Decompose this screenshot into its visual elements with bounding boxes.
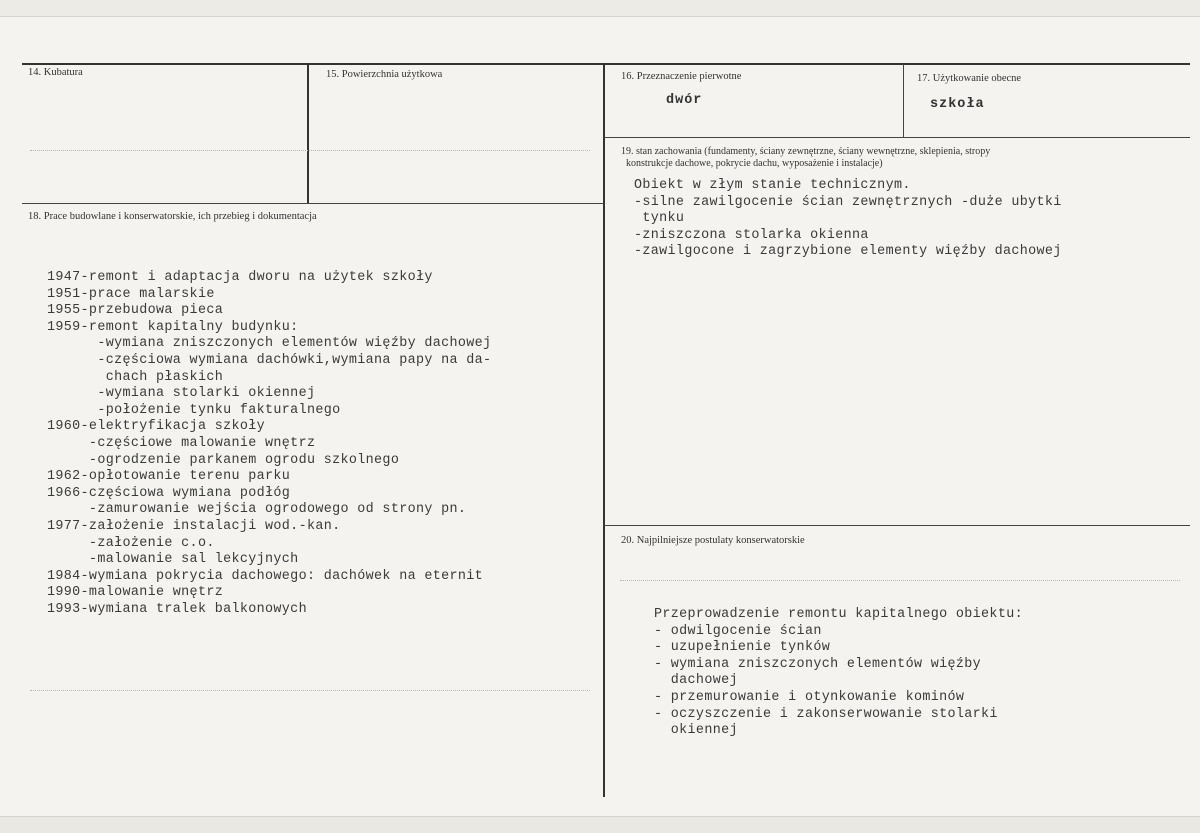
text-line: okiennej — [654, 723, 738, 739]
guide-line — [30, 690, 590, 691]
text-line: 1962-opłotowanie terenu parku — [47, 469, 291, 485]
field-16-label: 16. Przeznaczenie pierwotne — [621, 71, 742, 82]
text-line: -wymiana zniszczonych elementów więźby dachowej — [47, 336, 492, 352]
field-14-label: 14. Kubatura — [28, 67, 83, 78]
text-line: - przemurowanie i otynkowanie kominów — [654, 689, 965, 705]
text-line: 1947-remont i adaptacja dworu na użytek szkoły — [47, 270, 433, 285]
divider-14-15 — [307, 64, 309, 204]
field-18-label: 18. Prace budowlane i konserwatorskie, ich przebieg i dokumentacja — [28, 211, 317, 222]
text-line: 1960-elektryfikacja szkoły — [47, 419, 266, 435]
text-line: -silne zawilgocenie ścian zewnętrznych -duże ubytki — [634, 194, 1062, 210]
text-line: 1951-prace malarskie — [47, 286, 215, 302]
text-line: 1993-wymiana tralek balkonowych — [47, 601, 307, 617]
text-line: 1959-remont kapitalny budynku: — [47, 319, 299, 335]
rule-under-16-17 — [604, 137, 1190, 138]
text-line: 1984-wymiana pokrycia dachowego: dachówek na eternit — [47, 568, 484, 584]
sheet-bottom-edge — [0, 816, 1200, 833]
text-line: Obiekt w złym stanie technicznym. — [634, 178, 911, 193]
field-20-text — [654, 607, 1023, 740]
field-18-text — [47, 270, 491, 618]
text-line: - uzupełnienie tynków — [654, 640, 831, 656]
divider-main — [603, 64, 605, 797]
text-line: -zamurowanie wejścia ogrodowego od strony pn. — [47, 502, 467, 518]
field-19-text — [634, 178, 1062, 261]
rule-above-20 — [604, 525, 1190, 526]
text-line: -częściowa wymiana dachówki,wymiana papy na da- — [47, 352, 492, 368]
text-line: - odwilgocenie ścian — [654, 623, 822, 639]
field-19-label-line1: 19. stan zachowania (fundamenty, ściany zewnętrzne, ściany wewnętrzne, sklepienia, stropy — [621, 146, 991, 157]
text-line: -położenie tynku fakturalnego — [47, 402, 341, 418]
field-17-value: szkoła — [930, 97, 985, 112]
text-line: 1990-malowanie wnętrz — [47, 585, 224, 601]
text-line: -malowanie sal lekcyjnych — [47, 552, 299, 568]
field-20-label: 20. Najpilniejsze postulaty konserwatorskie — [621, 535, 805, 546]
text-line: Przeprowadzenie remontu kapitalnego obiektu: — [654, 607, 1023, 622]
text-line: -zawilgocone i zagrzybione elementy więźby dachowej — [634, 244, 1062, 260]
text-line: -ogrodzenie parkanem ogrodu szkolnego — [47, 452, 400, 468]
field-19-label-line2: konstrukcje dachowe, pokrycie dachu, wyposażenie i instalacje) — [626, 158, 883, 169]
text-line: 1955-przebudowa pieca — [47, 303, 224, 319]
field-15-label: 15. Powierzchnia użytkowa — [326, 69, 443, 80]
text-line: dachowej — [654, 673, 738, 689]
field-17-label: 17. Użytkowanie obecne — [917, 73, 1022, 84]
text-line: -założenie c.o. — [47, 535, 215, 551]
sheet-top-edge — [0, 0, 1200, 17]
guide-line — [620, 580, 1180, 581]
text-line: 1966-częściowa wymiana podłóg — [47, 485, 291, 501]
text-line: - wymiana zniszczonych elementów więźby — [654, 656, 982, 672]
text-line: 1977-założenie instalacji wod.-kan. — [47, 518, 341, 534]
text-line: -zniszczona stolarka okienna — [634, 227, 869, 243]
text-line: - oczyszczenie i zakonserwowanie stolarki — [654, 706, 998, 722]
field-16-value: dwór — [666, 93, 703, 108]
text-line: -częściowe malowanie wnętrz — [47, 435, 316, 451]
divider-16-17 — [903, 64, 904, 138]
rule-under-14-15 — [22, 203, 604, 204]
guide-line — [30, 150, 590, 151]
text-line: tynku — [634, 211, 685, 227]
text-line: chach płaskich — [47, 369, 224, 385]
text-line: -wymiana stolarki okiennej — [47, 386, 316, 402]
top-rule — [22, 63, 1190, 65]
